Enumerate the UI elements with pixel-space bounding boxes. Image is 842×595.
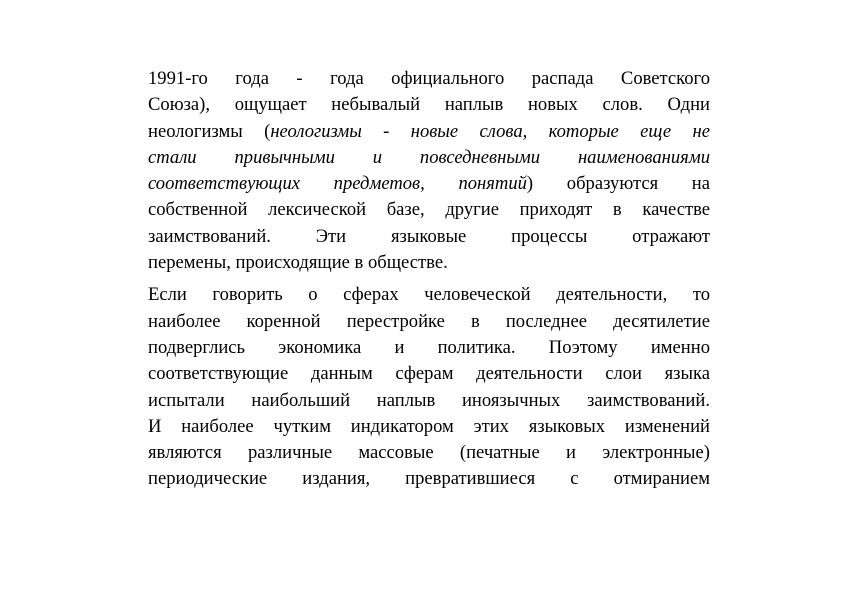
paragraph-1-line-2: Союза), ощущает небывалый наплыв новых слов. Одни	[148, 94, 710, 116]
neologism-definition-part-1: неологизмы - новые слова, которые еще не	[270, 120, 710, 142]
paragraph-1-line-8: перемены, происходящие в обществе.	[148, 252, 448, 274]
paragraph-1-line-1: 1991-го года - года официального распада Советского	[148, 68, 710, 89]
paragraph-1-line-6: собственной лексической базе, другие приходят в качестве	[148, 199, 710, 221]
paragraph-1-line-3	[148, 119, 710, 145]
paragraph-2-line-3: подверглись экономика и политика. Поэтому именно	[148, 336, 710, 358]
document-text	[148, 66, 710, 499]
paragraph-2-line-5: испытали наибольший наплыв иноязычных заимствований.	[148, 389, 710, 411]
paragraph-2-line-8: периодические издания, превратившиеся с отмиранием	[148, 468, 710, 490]
paragraph-2-line-2: наиболее коренной перестройке в последнее десятилетие	[148, 310, 710, 332]
paragraph-1	[148, 66, 710, 276]
paragraph-1-line-7: заимствований. Эти языковые процессы отражают	[148, 225, 710, 247]
paragraph-1-line-5	[148, 171, 710, 197]
neologism-definition-part-3: соответствующих предметов, понятий	[148, 173, 527, 195]
neologism-definition-part-2: стали привычными и повседневными наименованиями	[148, 146, 710, 168]
line-3-start: неологизмы (	[148, 120, 271, 142]
paragraph-2-line-4: соответствующие данным сферам деятельности слои языка	[148, 363, 710, 385]
paragraph-2-line-7: являются различные массовые (печатные и электронные)	[148, 442, 710, 464]
paragraph-2	[148, 282, 710, 492]
paragraph-2-line-1: Если говорить о сферах человеческой деятельности, то	[148, 284, 710, 306]
paragraph-2-line-6: И наиболее чутким индикатором этих языковых изменений	[148, 415, 710, 437]
line-5-end: ) образуются на	[526, 173, 710, 195]
